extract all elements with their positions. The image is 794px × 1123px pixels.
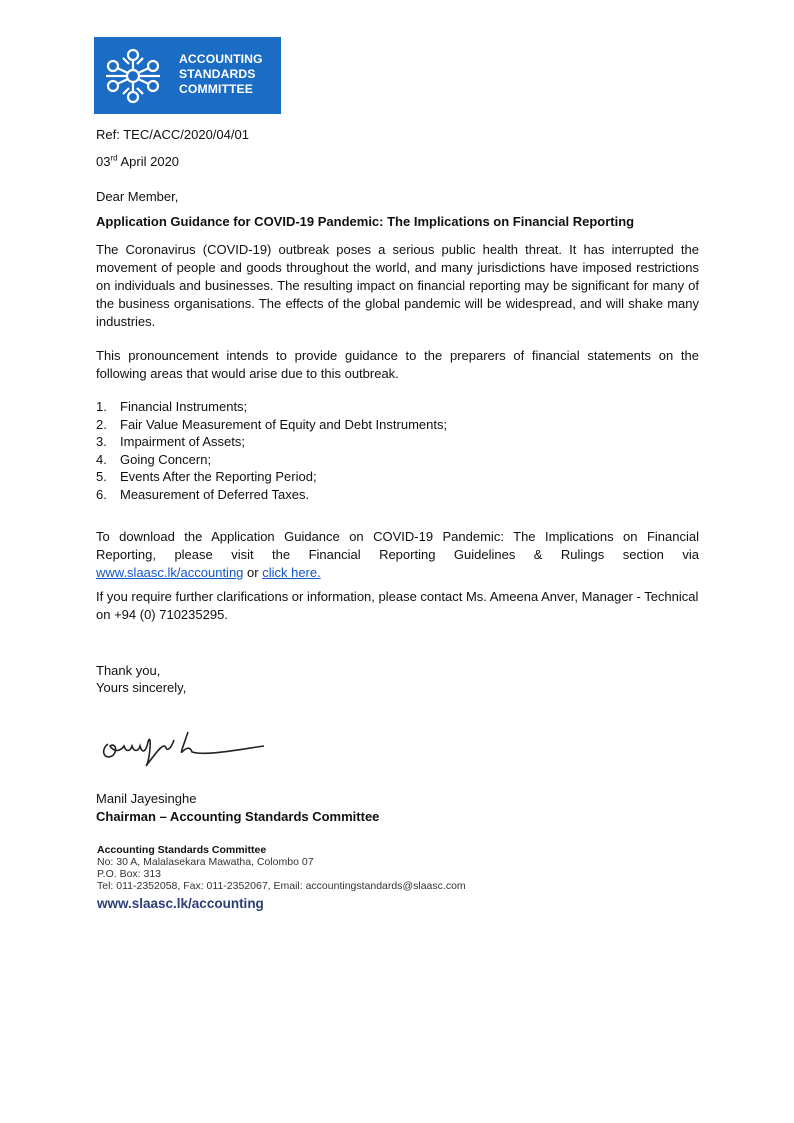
footer-contact: Tel: 011-2352058, Fax: 011-2352067, Email: accountingstandards@slaasc.com <box>97 880 466 892</box>
footer-address: No: 30 A, Malalasekara Mawatha, Colombo 07 <box>97 856 314 868</box>
letter-date: 03rd April 2020 <box>96 153 180 169</box>
list-item: 5. Events After the Reporting Period; <box>96 469 317 485</box>
click-here-link[interactable]: click here. <box>262 565 321 580</box>
subject-heading: Application Guidance for COVID-19 Pandemic: The Implications on Financial Reporting <box>96 214 635 229</box>
intro-paragraph: The Coronavirus (COVID-19) outbreak poses a serious public health threat. It has interrupted the movement of people and goods throughout the world, and many jurisdictions have imposed restrictions on individuals and businesses. The resulting impact on financial reporting may be significant for many of the business organisations. The effects of the global pandemic will be widespread, and will shake many industries. <box>96 242 699 329</box>
contact-paragraph: If you require further clarifications or information, please contact Ms. Ameena Anver, Manager - Technical on +94 (0) 710235295. <box>96 589 699 622</box>
footer-pobox: P.O. Box: 313 <box>97 868 162 880</box>
website-link[interactable]: www.slaasc.lk/accounting <box>96 565 244 580</box>
closing-thanks: Thank you, <box>96 663 161 678</box>
list-item: 3. Impairment of Assets; <box>96 434 245 450</box>
salutation: Dear Member, <box>96 189 179 204</box>
star-flower-icon <box>102 46 164 106</box>
list-item: 2. Fair Value Measurement of Equity and Debt Instruments; <box>96 416 448 432</box>
closing-sincerely: Yours sincerely, <box>96 680 187 695</box>
signer-name: Manil Jayesinghe <box>96 791 197 806</box>
logo-line-1: ACCOUNTING <box>179 52 263 66</box>
logo-line-3: COMMITTEE <box>179 82 254 96</box>
guidance-paragraph: This pronouncement intends to provide guidance to the preparers of financial statements on the following areas that would arise due to this outbreak. <box>96 348 699 381</box>
download-paragraph: To download the Application Guidance on COVID-19 Pandemic: The Implications on Financial Reporting, please visit the Financial Reporting Guidelines & Rulings section via www.slaasc.lk/accounting or click here. <box>96 529 699 580</box>
footer-org: Accounting Standards Committee <box>97 844 267 856</box>
reference-number: Ref: TEC/ACC/2020/04/01 <box>96 127 249 142</box>
footer-website: www.slaasc.lk/accounting <box>97 896 264 911</box>
list-item: 6. Measurement of Deferred Taxes. <box>96 486 310 502</box>
list-item: 1. Financial Instruments; <box>96 399 248 414</box>
signature <box>96 722 276 772</box>
logo-line-2: STANDARDS <box>179 67 256 81</box>
letterhead-footer <box>97 844 466 910</box>
signer-title: Chairman – Accounting Standards Committee <box>96 809 380 824</box>
committee-logo <box>94 37 281 114</box>
list-item: 4. Going Concern; <box>96 451 212 467</box>
areas-list <box>96 398 447 504</box>
